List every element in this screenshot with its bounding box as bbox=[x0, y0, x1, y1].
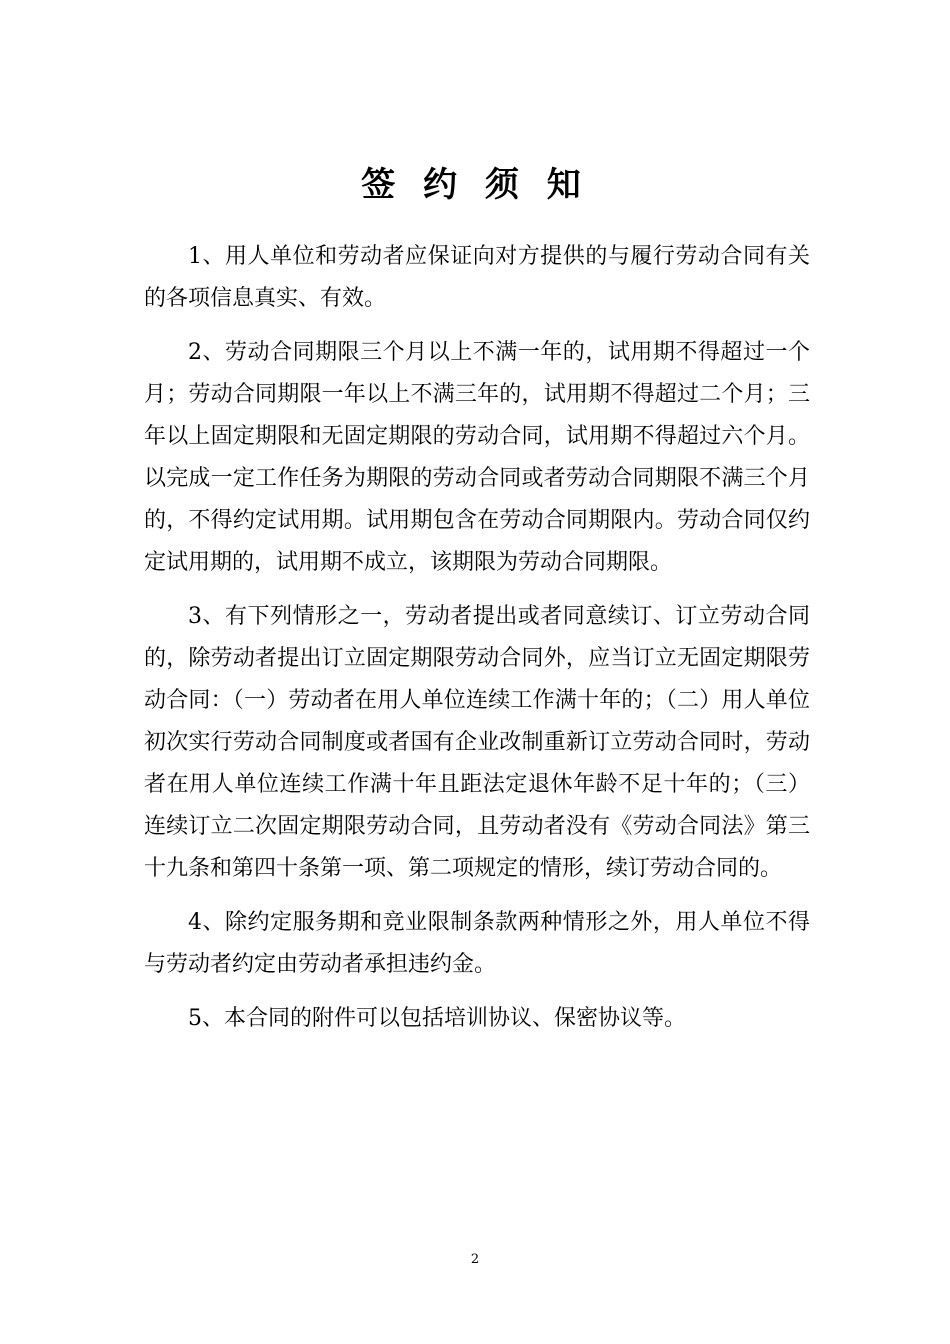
page-number: 2 bbox=[470, 1252, 480, 1267]
document-title: 签 约 须 知 bbox=[361, 165, 589, 205]
paragraph-2 bbox=[144, 332, 810, 584]
paragraph-number: 2 bbox=[188, 340, 202, 365]
paragraph-number: 3 bbox=[188, 604, 202, 629]
paragraph-4 bbox=[144, 902, 810, 986]
paragraph-3 bbox=[144, 596, 810, 890]
paragraph-number: 5 bbox=[188, 1006, 202, 1031]
paragraph-text: 、本合同的附件可以包括培训协议、保密协议等。 bbox=[202, 1006, 687, 1031]
paragraph-text: 、除约定服务期和竞业限制条款两种情形之外，用人单位不得与劳动者约定由劳动者承担违约金。 bbox=[144, 910, 810, 977]
paragraph-5 bbox=[144, 998, 810, 1040]
paragraph-number: 1 bbox=[188, 244, 202, 269]
paragraph-text: 、用人单位和劳动者应保证向对方提供的与履行劳动合同有关的各项信息真实、有效。 bbox=[144, 244, 810, 311]
paragraph-text: 、劳动合同期限三个月以上不满一年的，试用期不得超过一个月；劳动合同期限一年以上不满三年的，试用期不得超过二个月；三年以上固定期限和无固定期限的劳动合同，试用期不得超过六个月。以完成一定工作任务为期限的劳动合同或者劳动合同期限不满三个月的，不得约定试用期。试用期包含在劳动合同期限内。劳动合同仅约定试用期的，试用期不成立，该期限为劳动合同期限。 bbox=[144, 340, 810, 575]
paragraph-1 bbox=[144, 236, 810, 320]
paragraph-number: 4 bbox=[188, 910, 202, 935]
paragraph-text: 、有下列情形之一，劳动者提出或者同意续订、订立劳动合同的，除劳动者提出订立固定期限劳动合同外，应当订立无固定期限劳动合同：（一）劳动者在用人单位连续工作满十年的；（二）用人单位初次实行劳动合同制度或者国有企业改制重新订立劳动合同时，劳动者在用人单位连续工作满十年且距法定退休年龄不足十年的；（三）连续订立二次固定期限劳动合同，且劳动者没有《劳动合同法》第三十九条和第四十条第一项、第二项规定的情形，续订劳动合同的。 bbox=[144, 604, 810, 881]
document-body bbox=[144, 236, 810, 1052]
